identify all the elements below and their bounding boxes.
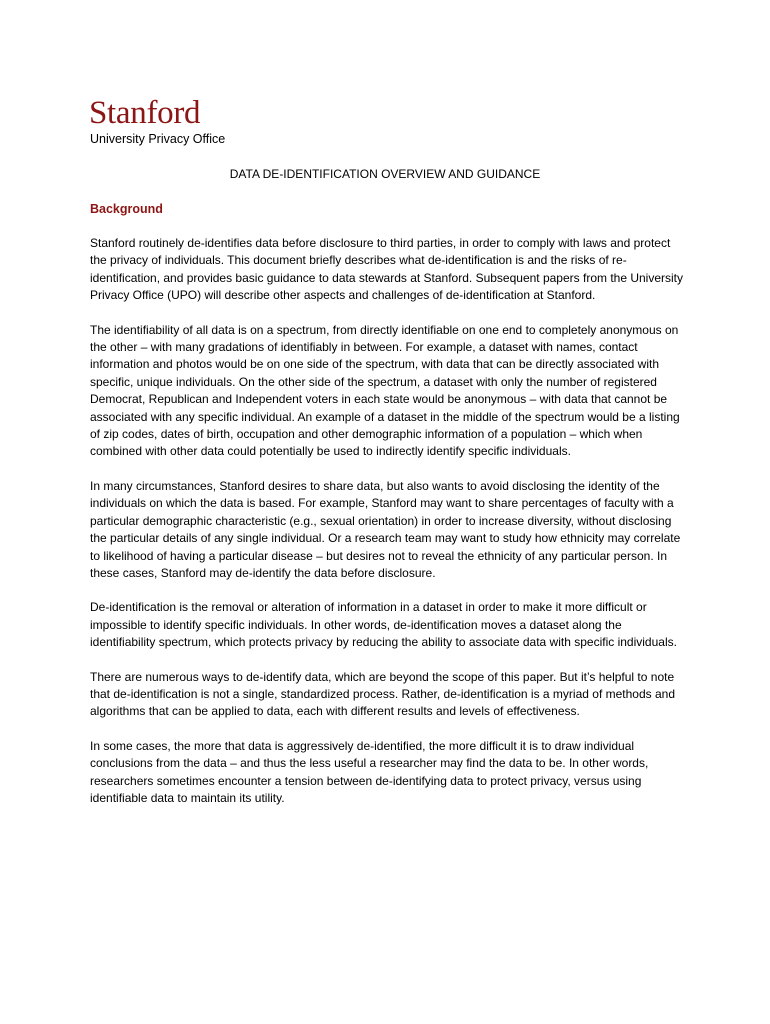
paragraph: Stanford routinely de-identifies data before disclosure to third parties, in order to comply with laws and protect the privacy of individuals. This document briefly describes what de-identification is and the risks of re-identification, and provides basic guidance to data stewards at Stanford. Subsequent papers from the University Privacy Office (UPO) will describe other aspects and challenges of de-identification at Stanford. — [90, 236, 684, 303]
paragraph: De-identification is the removal or alteration of information in a dataset in order to make it more difficult or impossible to identify specific individuals. In other words, de-identification moves a dataset along the identifiability spectrum, which protects privacy by reducing the ability to associate data with specific individuals. — [90, 600, 677, 650]
paragraph: The identifiability of all data is on a spectrum, from directly identifiable on one end to completely anonymous on the other – with many gradations of identifiably in between. For example, a dataset with names, contact information and photos would be on one side of the spectrum, with data that can be directly associated with specific, unique individuals. On the other side of the spectrum, a dataset with only the number of registered Democrat, Republican and Independent voters in each state would be anonymous – with data that cannot be associated with any specific individual. An example of a dataset in the middle of the spectrum would be a listing of zip codes, dates of birth, occupation and other demographic information of a population – which when combined with other data could potentially be used to indirectly identify specific individuals. — [90, 322, 680, 459]
document-title: DATA DE-IDENTIFICATION OVERVIEW AND GUIDANCE — [229, 167, 541, 181]
section-heading-background: Background — [90, 202, 163, 216]
stanford-logo: Stanford — [89, 95, 201, 131]
paragraph: In many circumstances, Stanford desires to share data, but also wants to avoid disclosing the identity of the individuals on which the data is based. For example, Stanford may want to share percentages of faculty with a particular demographic characteristic (e.g., sexual orientation) in order to increase diversity, without disclosing the particular details of any single individual. Or a research team may want to study how ethnicity may correlate to likelihood of having a particular disease – but desires not to reveal the ethnicity of any particular person. In these cases, Stanford may de-identify the data before disclosure. — [90, 478, 681, 580]
paragraph: There are numerous ways to de-identify data, which are beyond the scope of this paper. But it’s helpful to note that de-identification is not a single, standardized process. Rather, de-identification is a myriad of methods and algorithms that can be applied to data, each with different results and levels of effectiveness. — [90, 669, 675, 719]
paragraph: In some cases, the more that data is aggressively de-identified, the more difficult it is to draw individual conclusions from the data – and thus the less useful a researcher may find the data to be. In other words, researchers sometimes encounter a tension between de-identifying data to protect privacy, versus using identifiable data to maintain its utility. — [90, 738, 649, 805]
office-name: University Privacy Office — [90, 132, 226, 146]
body-text — [90, 235, 690, 824]
